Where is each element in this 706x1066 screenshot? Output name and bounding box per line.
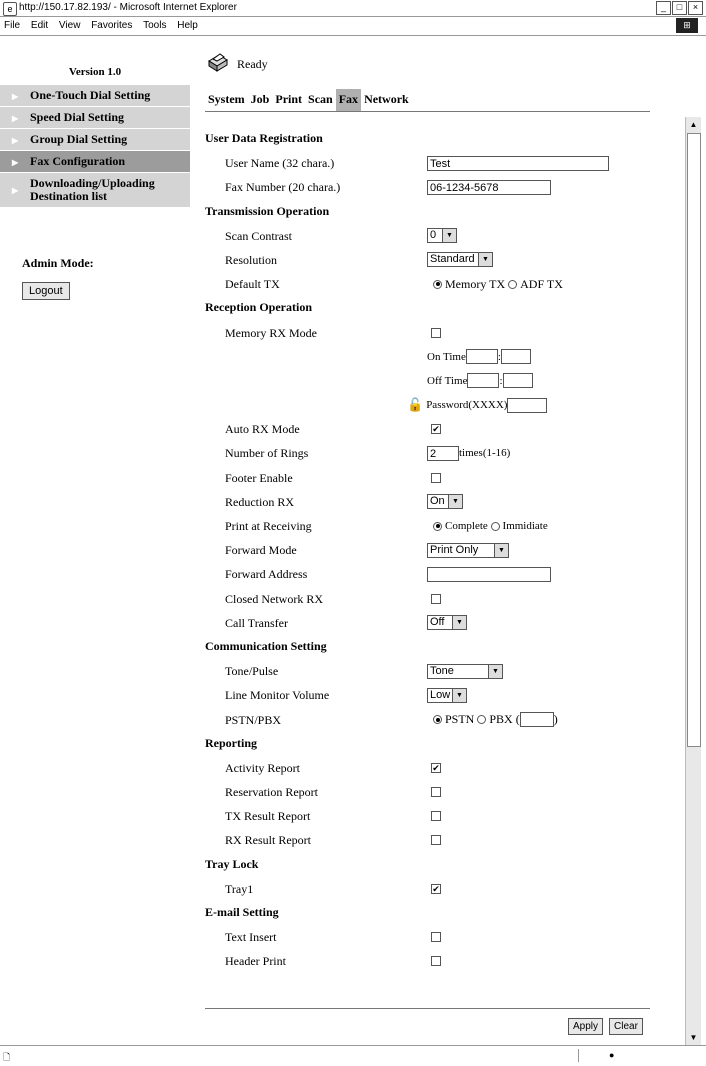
- row-header-print: Header Print: [205, 949, 675, 973]
- vertical-scrollbar[interactable]: [685, 117, 701, 1045]
- text-insert-checkbox[interactable]: [431, 932, 441, 942]
- activity-report-checkbox[interactable]: ✔: [432, 762, 440, 773]
- browser-status-bar: [0, 1045, 706, 1066]
- row-tx-result: TX Result Report: [205, 804, 675, 828]
- tab-divider: [205, 111, 650, 112]
- footer-checkbox[interactable]: [431, 473, 441, 483]
- arrow-right-icon: ▶: [12, 135, 19, 145]
- sidebar-nav: [0, 85, 190, 208]
- fax-config-form: [205, 127, 675, 974]
- reduction-select[interactable]: On ▼: [427, 494, 463, 509]
- row-text-insert: Text Insert: [205, 925, 675, 949]
- call-transfer-select[interactable]: Off ▼: [427, 615, 467, 630]
- dropdown-arrow-icon: ▼: [488, 665, 502, 678]
- immidiate-radio[interactable]: [491, 522, 500, 531]
- form-divider: [205, 1008, 650, 1009]
- sidebar-item-one-touch-dial[interactable]: ▶ One-Touch Dial Setting: [0, 85, 190, 107]
- row-line-monitor: Line Monitor Volume Low ▼: [205, 683, 675, 707]
- tray1-checkbox[interactable]: ✔: [432, 883, 440, 894]
- pbx-input[interactable]: [520, 712, 554, 727]
- scroll-up-icon[interactable]: ▲: [689, 120, 698, 129]
- memory-rx-checkbox[interactable]: [431, 328, 441, 338]
- off-time-minute-input[interactable]: [503, 373, 533, 388]
- admin-mode-label: Admin Mode:: [22, 256, 94, 270]
- row-reduction: Reduction RX On ▼: [205, 490, 675, 514]
- row-pstn-pbx: PSTN/PBX PSTN PBX ( ): [225, 712, 558, 727]
- row-memory-rx: Memory RX Mode: [205, 321, 675, 345]
- scrollbar-thumb[interactable]: [687, 133, 701, 747]
- menu-help[interactable]: Help: [177, 20, 198, 31]
- row-off-time: Off Time :: [205, 369, 675, 393]
- dropdown-arrow-icon: ▼: [478, 253, 492, 266]
- arrow-right-icon: ▶: [12, 157, 19, 167]
- rings-input[interactable]: 2: [427, 446, 459, 461]
- menu-favorites[interactable]: Favorites: [91, 20, 133, 31]
- row-resolution: Resolution Standard ▼: [205, 248, 675, 272]
- user-name-input[interactable]: Test: [427, 156, 609, 171]
- printer-icon: [205, 51, 229, 73]
- row-password: 🔓 Password(XXXX): [205, 393, 675, 417]
- adf-tx-radio[interactable]: [508, 280, 517, 289]
- menu-tools[interactable]: Tools: [143, 20, 167, 31]
- auto-rx-checkbox[interactable]: ✔: [432, 424, 440, 435]
- header-print-checkbox[interactable]: [431, 956, 441, 966]
- row-footer: Footer Enable: [205, 466, 675, 490]
- row-forward-mode: Forward Mode Print Only ▼: [205, 538, 675, 562]
- close-button[interactable]: ×: [688, 1, 703, 15]
- line-monitor-select[interactable]: Low ▼: [427, 688, 467, 703]
- arrow-right-icon: ▶: [12, 186, 19, 195]
- lock-icon: 🔓: [407, 397, 424, 413]
- status-text: Ready: [237, 57, 268, 71]
- off-time-hour-input[interactable]: [467, 373, 499, 388]
- internet-zone-icon: ●: [609, 1050, 615, 1060]
- menu-edit[interactable]: Edit: [30, 20, 49, 31]
- tab-job[interactable]: Job: [248, 89, 273, 111]
- section-email: E-mail Setting: [205, 905, 279, 919]
- complete-radio[interactable]: [433, 522, 442, 531]
- version-label: Version 1.0: [68, 66, 122, 78]
- row-default-tx: Default TX Memory TX ADF TX: [225, 276, 563, 292]
- row-auto-rx: Auto RX Mode ✔: [225, 422, 440, 437]
- section-transmission: Transmission Operation: [205, 203, 330, 218]
- on-time-minute-input[interactable]: [501, 349, 531, 364]
- section-tray-lock: Tray Lock: [205, 856, 259, 871]
- menu-bar: [0, 17, 706, 36]
- row-print-receiving: Print at Receiving Complete Immidiate: [225, 519, 548, 533]
- row-reservation-report: Reservation Report: [205, 780, 675, 804]
- sidebar-item-fax-configuration[interactable]: ▶ Fax Configuration: [0, 151, 190, 173]
- reservation-report-checkbox[interactable]: [431, 787, 441, 797]
- row-closed-network: Closed Network RX: [205, 587, 675, 611]
- dropdown-arrow-icon: ▼: [452, 689, 466, 702]
- dropdown-arrow-icon: ▼: [442, 229, 456, 242]
- pstn-radio[interactable]: [433, 715, 442, 724]
- zone-panel: [578, 1049, 699, 1062]
- closed-network-checkbox[interactable]: [431, 594, 441, 604]
- sidebar-item-speed-dial[interactable]: ▶ Speed Dial Setting: [0, 107, 190, 129]
- forward-mode-select[interactable]: Print Only ▼: [427, 543, 509, 558]
- tab-bar: [205, 89, 412, 111]
- menu-view[interactable]: View: [58, 20, 81, 31]
- sidebar-item-destination-list[interactable]: ▶ Downloading/Uploading Destination list: [0, 173, 190, 208]
- row-tray1: Tray1 ✔: [225, 881, 440, 896]
- tx-result-checkbox[interactable]: [431, 811, 441, 821]
- row-call-transfer: Call Transfer Off ▼: [205, 611, 675, 635]
- rx-result-checkbox[interactable]: [431, 835, 441, 845]
- fax-number-input[interactable]: 06-1234-5678: [427, 180, 551, 195]
- arrow-right-icon: ▶: [12, 113, 19, 123]
- tone-pulse-select[interactable]: Tone ▼: [427, 664, 503, 679]
- dropdown-arrow-icon: ▼: [452, 616, 466, 629]
- clear-button[interactable]: Clear: [609, 1018, 643, 1035]
- minimize-button[interactable]: _: [656, 1, 671, 15]
- resolution-select[interactable]: Standard ▼: [427, 252, 493, 267]
- scroll-down-icon[interactable]: ▼: [689, 1033, 698, 1042]
- section-communication: Communication Setting: [205, 638, 327, 653]
- tab-system[interactable]: System: [205, 89, 248, 111]
- maximize-button[interactable]: □: [672, 1, 687, 15]
- row-scan-contrast: Scan Contrast 0 ▼: [205, 224, 675, 248]
- window-titlebar: [0, 0, 706, 17]
- row-activity-report: Activity Report ✔: [225, 760, 440, 775]
- row-rx-result: RX Result Report: [205, 828, 675, 852]
- row-on-time: On Time :: [205, 345, 675, 369]
- memory-tx-radio[interactable]: [433, 280, 442, 289]
- tab-print[interactable]: Print: [272, 89, 305, 111]
- tab-network[interactable]: Network: [361, 89, 412, 111]
- page-icon: 🗋: [3, 1052, 11, 1062]
- windows-logo-icon: ⊞: [676, 18, 698, 33]
- row-fax-number: Fax Number (20 chara.) 06-1234-5678: [205, 175, 675, 199]
- section-reporting: Reporting: [205, 735, 257, 750]
- row-forward-address: Forward Address: [205, 562, 675, 586]
- menu-file[interactable]: File: [4, 20, 21, 31]
- section-reception: Reception Operation: [205, 300, 312, 315]
- forward-address-input[interactable]: [427, 567, 551, 582]
- on-time-hour-input[interactable]: [466, 349, 498, 364]
- dropdown-arrow-icon: ▼: [494, 544, 508, 557]
- scan-contrast-select[interactable]: 0 ▼: [427, 228, 457, 243]
- row-rings: Number of Rings 2 times(1-16): [225, 446, 511, 461]
- window-title: http://150.17.82.193/ - Microsoft Internet Explorer: [19, 2, 237, 13]
- apply-button[interactable]: Apply: [568, 1018, 603, 1035]
- arrow-right-icon: ▶: [12, 91, 19, 101]
- pbx-radio[interactable]: [477, 715, 486, 724]
- tab-scan[interactable]: Scan: [305, 89, 336, 111]
- logout-button[interactable]: Logout: [22, 282, 70, 300]
- dropdown-arrow-icon: ▼: [448, 495, 462, 508]
- sidebar-item-group-dial[interactable]: ▶ Group Dial Setting: [0, 129, 190, 151]
- tab-fax[interactable]: Fax: [336, 89, 361, 111]
- ie-logo-icon: e: [3, 2, 17, 16]
- password-input[interactable]: [507, 398, 547, 413]
- row-tone-pulse: Tone/Pulse Tone ▼: [205, 659, 675, 683]
- row-user-name: User Name (32 chara.) Test: [205, 151, 675, 175]
- section-user-data: User Data Registration: [205, 131, 323, 145]
